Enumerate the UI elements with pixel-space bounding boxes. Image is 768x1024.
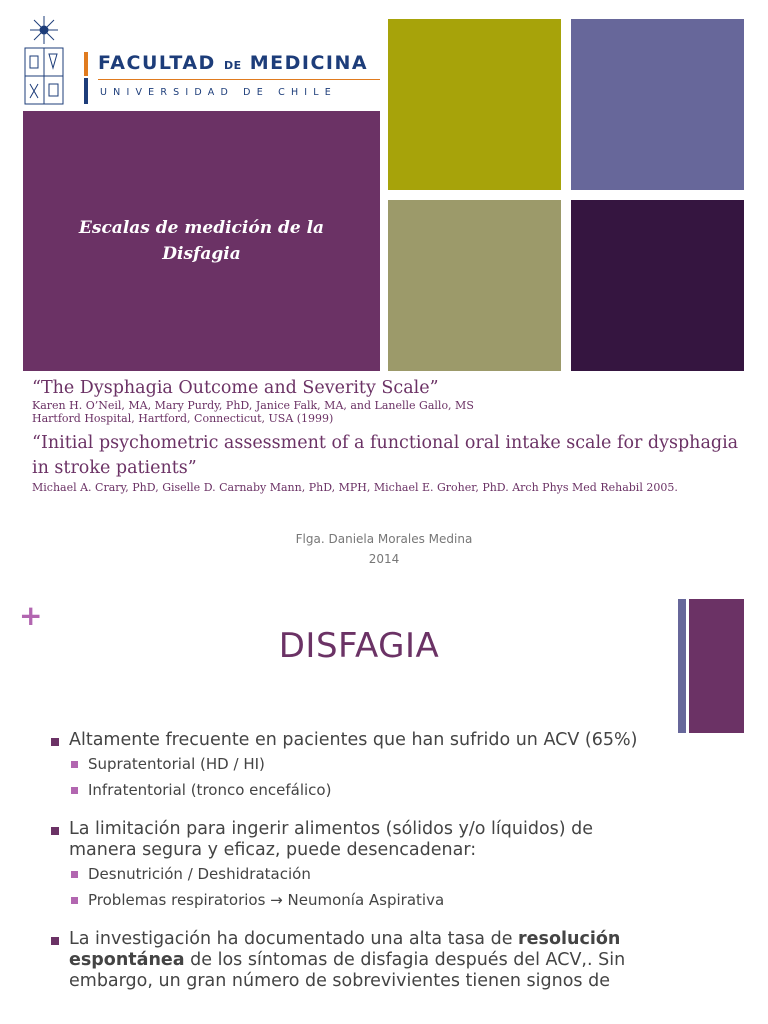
content-slide bbox=[0, 590, 768, 1024]
bullet-text: de los síntomas de disfagia después del ACV,. Sin embargo, un gran número de sobrevivientes tienen signos de bbox=[69, 950, 626, 991]
references bbox=[32, 377, 752, 494]
bullet-list bbox=[48, 730, 658, 992]
sub-bullet-item: Infratentorial (tronco encefálico) bbox=[48, 777, 658, 803]
logo-blue-bar bbox=[84, 78, 88, 104]
university-crest-icon bbox=[22, 14, 66, 108]
bullet-item bbox=[48, 929, 658, 992]
bullet-item: La limitación para ingerir alimentos (sólidos y/o líquidos) de manera segura y eficaz, puede desencadenar: bbox=[48, 819, 658, 861]
bullet-emphasis: resolución espontánea bbox=[69, 929, 621, 970]
sub-bullet-item: Desnutrición / Deshidratación bbox=[48, 861, 658, 887]
sub-bullet-item: Supratentorial (HD / HI) bbox=[48, 751, 658, 777]
reference-authors: Karen H. O’Neil, MA, Mary Purdy, PhD, Janice Falk, MA, and Lanelle Gallo, MS bbox=[32, 399, 474, 412]
reference-title: “Initial psychometric assessment of a functional oral intake scale for dysphagia in stroke patients” bbox=[32, 433, 739, 478]
decor-square-slate bbox=[571, 19, 744, 190]
presenter-name: Flga. Daniela Morales Medina bbox=[295, 532, 473, 546]
university-name: UNIVERSIDAD DE CHILE bbox=[100, 87, 337, 98]
logo-divider bbox=[98, 79, 380, 80]
faculty-logo bbox=[22, 14, 382, 110]
reference-title: “The Dysphagia Outcome and Severity Scale” bbox=[32, 378, 439, 398]
decor-square-khaki bbox=[388, 200, 561, 371]
plus-icon: + bbox=[19, 599, 43, 632]
slide-title: DISFAGIA bbox=[278, 626, 440, 666]
sub-bullet-item: Problemas respiratorios → Neumonía Aspirativa bbox=[48, 887, 658, 913]
presentation-year: 2014 bbox=[368, 552, 400, 566]
reference-affiliation: Hartford Hospital, Hartford, Connecticut, USA (1999) bbox=[32, 412, 334, 425]
bullet-item: Altamente frecuente en pacientes que han sufrido un ACV (65%) bbox=[48, 730, 658, 751]
presentation-title: Escalas de medición de la Disfagia bbox=[78, 218, 325, 264]
bullet-text: La investigación ha documentado una alta tasa de bbox=[69, 929, 519, 949]
title-panel bbox=[23, 111, 380, 371]
logo-orange-bar bbox=[84, 52, 88, 76]
reference-authors: Michael A. Crary, PhD, Giselle D. Carnaby Mann, PhD, MPH, Michael E. Groher, PhD. Arch Phys Med Rehabil 2005. bbox=[32, 481, 678, 494]
presenter-block bbox=[0, 529, 768, 569]
faculty-name: FACULTAD DE MEDICINA bbox=[98, 52, 369, 74]
decor-square-olive bbox=[388, 19, 561, 190]
decor-square-dark-purple bbox=[571, 200, 744, 371]
